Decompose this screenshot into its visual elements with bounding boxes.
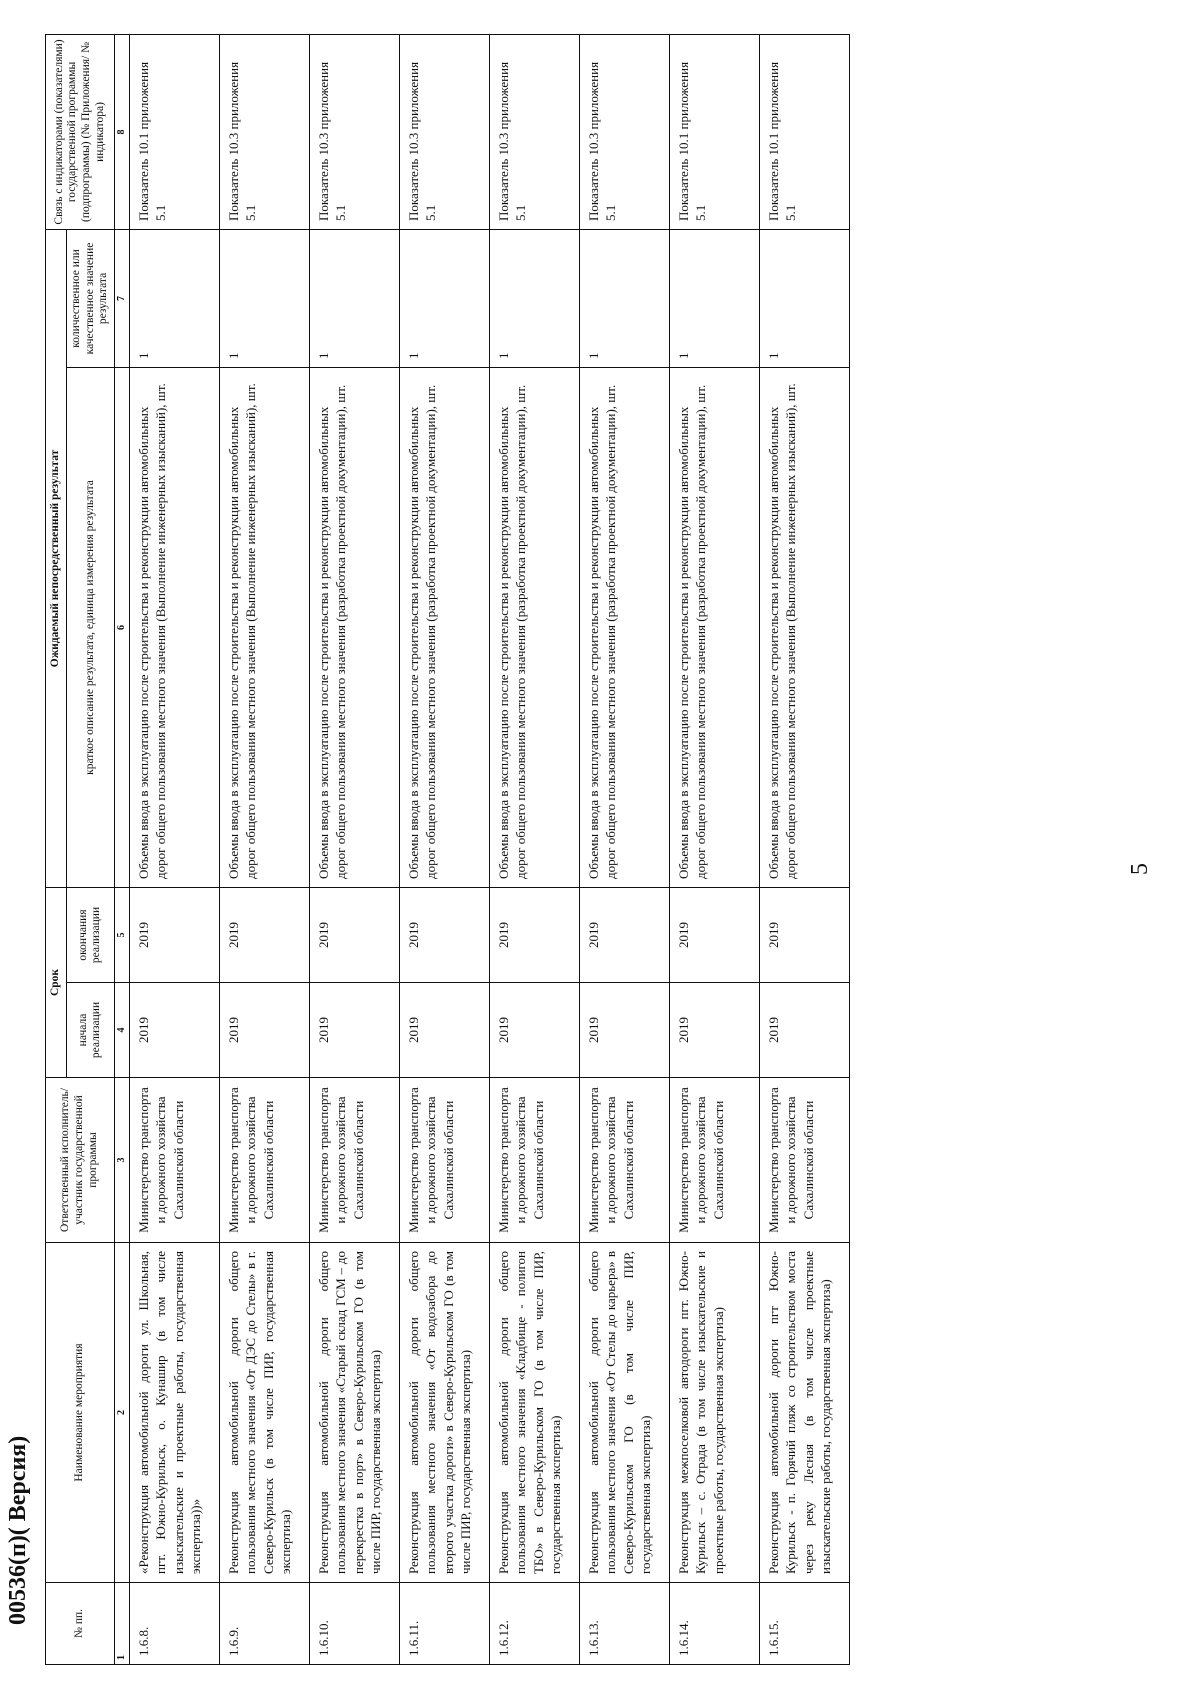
table-row	[399, 34, 489, 1664]
row-name: Реконструкция автомобильной дороги общего пользования местного значения «От водозабора до второго участка дороги» в Северо-Курильском ГО (в том числе ПИР, государственная экспертиза)	[399, 1243, 489, 1583]
row-end: 2019	[129, 887, 219, 982]
row-responsible: Министерство транспорта и дорожного хозяйства Сахалинской области	[579, 1078, 669, 1243]
col-index: 6	[115, 367, 130, 887]
column-index-row	[115, 34, 130, 1664]
header-result: Ожидаемый непосредственный результат	[46, 229, 67, 887]
row-name: Реконструкция автомобильной дороги общего пользования местного значения «Старый склад ГСМ – до перекрестка в порт» в Северо-Курильском ГО (в том числе ПИР, государственная экспертиза)	[309, 1243, 399, 1583]
header-result-desc: краткое описание результата, единица измерения результата	[66, 367, 114, 887]
row-responsible: Министерство транспорта и дорожного хозяйства Сахалинской области	[759, 1078, 849, 1243]
row-num: 1.6.13.	[579, 1583, 669, 1665]
document-code: 00536(п)( Версия)	[5, 1435, 31, 1625]
row-start: 2019	[759, 983, 849, 1078]
row-end: 2019	[489, 887, 579, 982]
row-num: 1.6.12.	[489, 1583, 579, 1665]
row-name: Реконструкция межпоселковой автодороги пгт. Южно-Курильск – с. Отрада (в том числе изыскательские и проектные работы, государственная экспертиза)	[669, 1243, 759, 1583]
row-value: 1	[399, 229, 489, 367]
row-link: Показатель 10.1 приложения 5.1	[669, 34, 759, 229]
row-desc: Объемы ввода в эксплуатацию после строительства и реконструкции автомобильных дорог общего пользования местного значения (Выполнение инженерных изысканий), шт.	[759, 367, 849, 887]
row-start: 2019	[399, 983, 489, 1078]
row-value: 1	[309, 229, 399, 367]
row-value: 1	[579, 229, 669, 367]
row-name: Реконструкция автомобильной дороги пгт Южно-Курильск - п. Горячий пляж со строительством моста через реку Лесная (в том числе проектные изыскательские работы, государственная экспертиза)	[759, 1243, 849, 1583]
row-end: 2019	[219, 887, 309, 982]
header-term-end: окончания реализации	[66, 887, 114, 982]
row-num: 1.6.10.	[309, 1583, 399, 1665]
col-index: 5	[115, 887, 130, 982]
row-responsible: Министерство транспорта и дорожного хозяйства Сахалинской области	[129, 1078, 219, 1243]
row-link: Показатель 10.3 приложения 5.1	[489, 34, 579, 229]
row-desc: Объемы ввода в эксплуатацию после строительства и реконструкции автомобильных дорог общего пользования местного значения (разработка проектной документации), шт.	[669, 367, 759, 887]
row-desc: Объемы ввода в эксплуатацию после строительства и реконструкции автомобильных дорог общего пользования местного значения (Выполнение инженерных изысканий), шт.	[219, 367, 309, 887]
row-end: 2019	[669, 887, 759, 982]
table-row	[579, 34, 669, 1664]
row-end: 2019	[759, 887, 849, 982]
row-start: 2019	[309, 983, 399, 1078]
row-value: 1	[219, 229, 309, 367]
row-responsible: Министерство транспорта и дорожного хозяйства Сахалинской области	[309, 1078, 399, 1243]
row-num: 1.6.9.	[219, 1583, 309, 1665]
row-link: Показатель 10.3 приложения 5.1	[309, 34, 399, 229]
row-responsible: Министерство транспорта и дорожного хозяйства Сахалинской области	[219, 1078, 309, 1243]
page-number: 5	[1127, 863, 1153, 875]
row-desc: Объемы ввода в эксплуатацию после строительства и реконструкции автомобильных дорог общего пользования местного значения (разработка проектной документации), шт.	[489, 367, 579, 887]
row-value: 1	[129, 229, 219, 367]
row-name: «Реконструкция автомобильной дороги ул. Школьная, пгт. Южно-Курильск, о. Кунашир (в том числе изыскательские и проектные работы, государственная экспертиза))»	[129, 1243, 219, 1583]
rotated-page	[5, 35, 1153, 1665]
row-start: 2019	[579, 983, 669, 1078]
row-desc: Объемы ввода в эксплуатацию после строительства и реконструкции автомобильных дорог общего пользования местного значения (разработка проектной документации), шт.	[399, 367, 489, 887]
col-index: 4	[115, 983, 130, 1078]
row-name: Реконструкция автомобильной дороги общего пользования местного значения «От Стелы до карьера» в Северо-Курильском ГО (в том числе ПИР, государственная экспертиза)	[579, 1243, 669, 1583]
row-link: Показатель 10.3 приложения 5.1	[579, 34, 669, 229]
row-end: 2019	[309, 887, 399, 982]
col-index: 2	[115, 1243, 130, 1583]
row-link: Показатель 10.3 приложения 5.1	[399, 34, 489, 229]
col-index: 7	[115, 229, 130, 367]
row-responsible: Министерство транспорта и дорожного хозяйства Сахалинской области	[399, 1078, 489, 1243]
col-index: 3	[115, 1078, 130, 1243]
header-row-1	[46, 34, 67, 1664]
col-index: 8	[115, 34, 130, 229]
row-desc: Объемы ввода в эксплуатацию после строительства и реконструкции автомобильных дорог общего пользования местного значения (разработка проектной документации), шт.	[579, 367, 669, 887]
col-index: 1	[115, 1583, 130, 1665]
measures-table	[45, 34, 850, 1665]
table-row	[219, 34, 309, 1664]
row-start: 2019	[489, 983, 579, 1078]
header-term-start: начала реализации	[66, 983, 114, 1078]
row-name: Реконструкция автомобильной дороги общего пользования местного значения «Кладбище - полигон ТБО» в Северо-Курильском ГО (в том числе ПИР, государственная экспертиза)	[489, 1243, 579, 1583]
row-responsible: Министерство транспорта и дорожного хозяйства Сахалинской области	[489, 1078, 579, 1243]
table-row	[129, 34, 219, 1664]
row-desc: Объемы ввода в эксплуатацию после строительства и реконструкции автомобильных дорог общего пользования местного значения (Выполнение инженерных изысканий), шт.	[129, 367, 219, 887]
row-start: 2019	[669, 983, 759, 1078]
header-link: Связь с индикаторами (показателями) государственной программы (подпрограммы) (№ Приложения/ № индикатора)	[46, 34, 115, 229]
row-end: 2019	[399, 887, 489, 982]
row-link: Показатель 10.3 приложения 5.1	[219, 34, 309, 229]
row-num: 1.6.11.	[399, 1583, 489, 1665]
header-responsible: Ответственный исполнитель/участник государственной программы	[46, 1078, 115, 1243]
header-name: Наименование мероприятия	[46, 1243, 115, 1583]
row-value: 1	[759, 229, 849, 367]
row-num: 1.6.8.	[129, 1583, 219, 1665]
header-result-value: количественное или качественное значение результата	[66, 229, 114, 367]
row-num: 1.6.15.	[759, 1583, 849, 1665]
table-row	[309, 34, 399, 1664]
row-start: 2019	[129, 983, 219, 1078]
row-name: Реконструкция автомобильной дороги общего пользования местного значения «От ДЭС до Стелы» в г. Северо-Курильск (в том числе ПИР, государственная экспертиза)	[219, 1243, 309, 1583]
table-row	[669, 34, 759, 1664]
table-row	[759, 34, 849, 1664]
row-link: Показатель 10.1 приложения 5.1	[759, 34, 849, 229]
table-row	[489, 34, 579, 1664]
row-link: Показатель 10.1 приложения 5.1	[129, 34, 219, 229]
row-desc: Объемы ввода в эксплуатацию после строительства и реконструкции автомобильных дорог общего пользования местного значения (разработка проектной документации), шт.	[309, 367, 399, 887]
header-num: № пп.	[46, 1583, 115, 1665]
row-value: 1	[669, 229, 759, 367]
header-term: Срок	[46, 887, 67, 1077]
row-value: 1	[489, 229, 579, 367]
row-responsible: Министерство транспорта и дорожного хозяйства Сахалинской области	[669, 1078, 759, 1243]
row-end: 2019	[579, 887, 669, 982]
row-start: 2019	[219, 983, 309, 1078]
row-num: 1.6.14.	[669, 1583, 759, 1665]
